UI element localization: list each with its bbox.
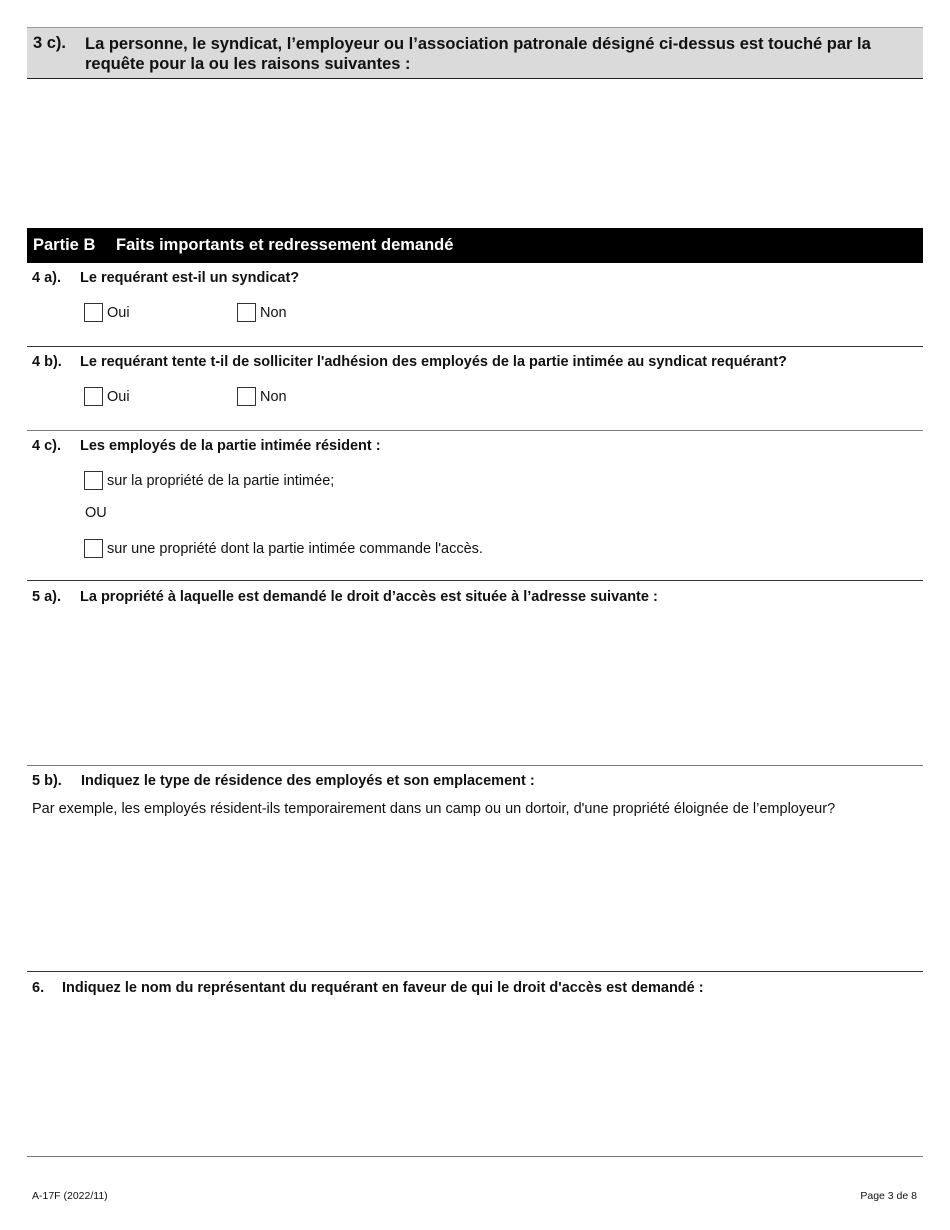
question-number-3c: 3 c). (33, 34, 67, 52)
checkbox-label: Non (260, 304, 287, 321)
checkbox-4a-oui[interactable] (84, 303, 130, 322)
checkbox-4a-non[interactable] (237, 303, 287, 322)
checkbox-4c-propriete-acces[interactable] (84, 539, 483, 558)
question-example-5b: Par exemple, les employés résident-ils temporairement dans un camp ou un dortoir, d'une propriété éloignée de l’employeur? (32, 801, 836, 817)
question-text-4b: Le requérant tente t-il de solliciter l'adhésion des employés de la partie intimée au syndicat requérant? (80, 354, 787, 370)
answer-area-5b[interactable] (27, 824, 923, 968)
section-3c-header (27, 27, 923, 79)
question-number-4c: 4 c). (32, 438, 62, 454)
question-text-5a: La propriété à laquelle est demandé le droit d’accès est située à l’adresse suivante : (80, 589, 658, 605)
divider (27, 971, 923, 972)
checkbox-box[interactable] (237, 303, 256, 322)
answer-area-5a[interactable] (27, 612, 923, 762)
question-text-4c: Les employés de la partie intimée résident : (80, 438, 381, 454)
checkbox-label: Oui (107, 304, 130, 321)
question-number-5a: 5 a). (32, 589, 62, 605)
divider (27, 765, 923, 766)
checkbox-box[interactable] (237, 387, 256, 406)
checkbox-box[interactable] (84, 387, 103, 406)
checkbox-box[interactable] (84, 303, 103, 322)
page-number: Page 3 de 8 (860, 1190, 917, 1202)
divider (27, 430, 923, 431)
question-text-5b: Indiquez le type de résidence des employés et son emplacement : (81, 773, 535, 789)
checkbox-4b-non[interactable] (237, 387, 287, 406)
checkbox-4b-oui[interactable] (84, 387, 130, 406)
checkbox-label: Oui (107, 388, 130, 405)
partie-b-title: Faits importants et redressement demandé (116, 236, 454, 254)
checkbox-box[interactable] (84, 539, 103, 558)
or-label: OU (85, 505, 107, 521)
checkbox-label: sur la propriété de la partie intimée; (107, 472, 335, 489)
checkbox-label: sur une propriété dont la partie intimée commande l'accès. (107, 540, 483, 557)
partie-b-label: Partie B (33, 236, 96, 254)
answer-area-6[interactable] (27, 1004, 923, 1154)
checkbox-box[interactable] (84, 471, 103, 490)
question-number-4b: 4 b). (32, 354, 62, 370)
question-number-6: 6. (32, 980, 45, 996)
question-number-5b: 5 b). (32, 773, 62, 789)
checkbox-4c-propriete-intimee[interactable] (84, 471, 334, 490)
form-id: A-17F (2022/11) (32, 1190, 108, 1202)
question-number-4a: 4 a). (32, 270, 62, 286)
checkbox-label: Non (260, 388, 287, 405)
question-text-6: Indiquez le nom du représentant du requérant en faveur de qui le droit d'accès est demandé : (62, 980, 704, 996)
divider (27, 346, 923, 347)
partie-b-header (27, 228, 923, 263)
question-text-4a: Le requérant est-il un syndicat? (80, 270, 300, 286)
divider (27, 1156, 923, 1157)
question-text-3c: La personne, le syndicat, l’employeur ou l’association patronale désigné ci-dessus est touché par la requête pour la ou les raisons suivantes : (85, 35, 871, 73)
answer-area-3c[interactable] (27, 82, 923, 222)
divider (27, 580, 923, 581)
